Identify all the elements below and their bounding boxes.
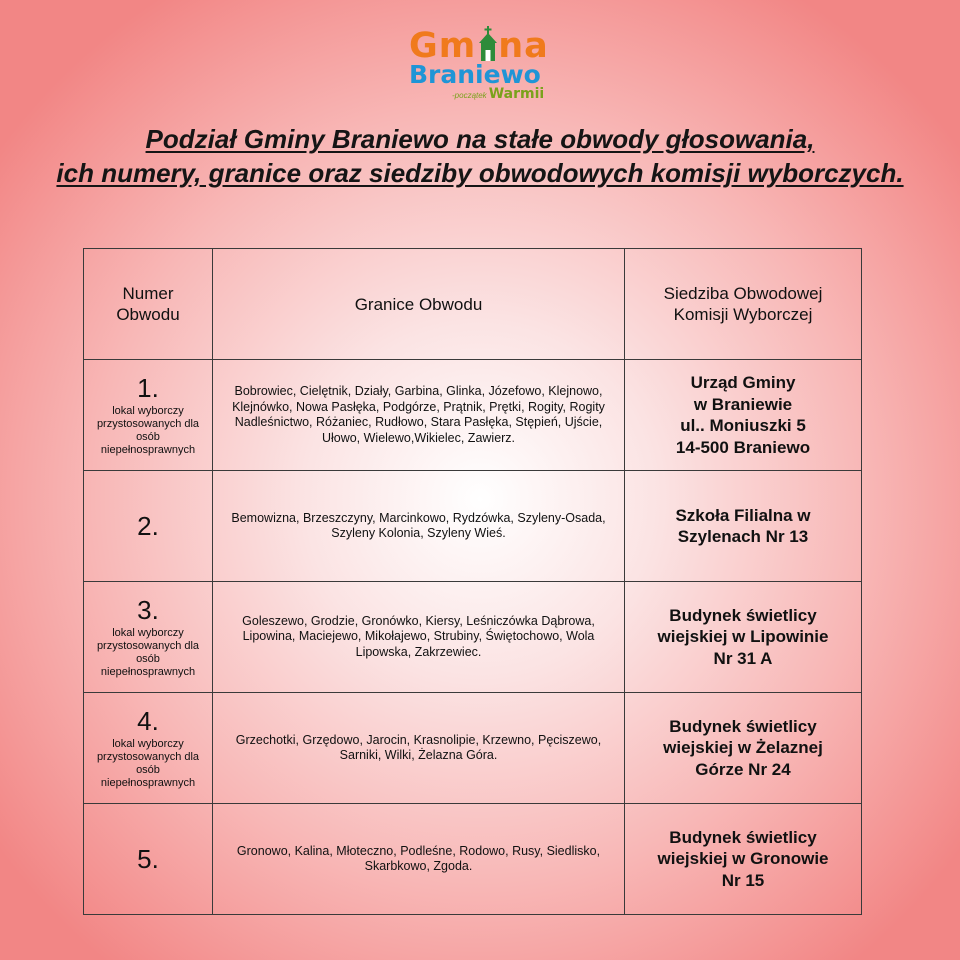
district-seat <box>631 827 855 892</box>
districts-table <box>83 248 862 915</box>
logo-na-text: na <box>498 26 549 66</box>
header-seat: Siedziba Obwodowej Komisji Wyborczej <box>663 284 823 324</box>
district-seat <box>631 716 855 781</box>
district-number: 2. <box>137 511 159 541</box>
logo-tagline <box>452 86 544 104</box>
district-seat-cell <box>625 804 862 915</box>
logo-gm-text: Gm <box>409 26 477 66</box>
district-seat-cell <box>625 471 862 582</box>
district-bounds-cell <box>213 804 625 915</box>
district-number: 4. <box>137 706 159 736</box>
district-bounds: Bobrowiec, Cielętnik, Działy, Garbina, Glinka, Józefowo, Klejnowo, Klejnówko, Nowa Pasłęka, Podgórze, Prątnik, Prętki, Rogity, Rogity Nadleśnictwo, Różaniec, Rudłowo, Stara Pasłęka, Stępień, Ujście, Ułowo, Wielewo,Wikielec, Zawierz. <box>232 384 605 445</box>
district-bounds: Gronowo, Kalina, Młoteczno, Podleśne, Rodowo, Rusy, Siedlisko, Skarbkowo, Zgoda. <box>236 843 601 873</box>
district-number-cell <box>84 471 213 582</box>
seat-line: wiejskiej w Żelaznej <box>663 738 823 758</box>
page-title-line-1: Podział Gminy Braniewo na stałe obwody głosowania, <box>145 124 815 154</box>
page-title-line-2: ich numery, granice oraz siedziby obwodowych komisji wyborczych. <box>56 158 904 188</box>
seat-line: Górze Nr 24 <box>695 759 791 779</box>
district-number-cell <box>84 804 213 915</box>
district-bounds-cell <box>213 471 625 582</box>
header-number-cell <box>84 249 213 360</box>
district-number: 1. <box>137 373 159 403</box>
district-bounds: Grzechotki, Grzędowo, Jarocin, Krasnolipie, Krzewno, Pęciszewo, Sarniki, Wilki, Żelazna Góra. <box>235 732 602 762</box>
logo-wordmark-braniewo: Braniewo <box>409 60 541 89</box>
seat-line: Budynek świetlicy <box>669 605 817 625</box>
district-number-cell <box>84 582 213 693</box>
district-number-cell <box>84 360 213 471</box>
header-number: Numer Obwodu <box>116 284 180 324</box>
accessibility-note: lokal wyborczy przystosowanych dla osób niepełnosprawnych <box>96 627 200 678</box>
district-seat-cell <box>625 693 862 804</box>
seat-line: Szylenach Nr 13 <box>677 527 809 546</box>
accessibility-note: lokal wyborczy przystosowanych dla osób niepełnosprawnych <box>96 405 200 456</box>
seat-line: wiejskiej w Lipowinie <box>657 627 829 647</box>
logo <box>404 26 564 106</box>
seat-line: ul.. Moniuszki 5 <box>680 416 806 435</box>
seat-line: Nr 15 <box>721 870 765 890</box>
district-bounds-cell <box>213 582 625 693</box>
district-number: 5. <box>137 844 159 874</box>
district-number: 3. <box>137 595 159 625</box>
table-row <box>84 471 862 582</box>
district-bounds: Goleszewo, Grodzie, Gronówko, Kiersy, Leśniczówka Dąbrowa, Lipowina, Maciejewo, Mikołajewo, Strubiny, Świętochowo, Wola Lipowska, Zakrzewiec. <box>242 613 595 659</box>
table-row <box>84 582 862 693</box>
seat-line: Nr 31 A <box>713 648 773 668</box>
district-bounds-cell <box>213 693 625 804</box>
seat-line: Budynek świetlicy <box>669 827 817 847</box>
table-header-row <box>84 249 862 360</box>
accessibility-note: lokal wyborczy przystosowanych dla osób niepełnosprawnych <box>96 738 200 789</box>
page-title <box>0 122 960 190</box>
district-bounds: Bemowizna, Brzeszczyny, Marcinkowo, Rydzówka, Szyleny-Osada, Szyleny Kolonia, Szyleny Wieś. <box>231 510 606 540</box>
seat-line: Urząd Gminy <box>690 373 796 392</box>
table-row <box>84 804 862 915</box>
seat-line: 14-500 Braniewo <box>675 437 811 457</box>
seat-line: Budynek świetlicy <box>669 716 817 736</box>
district-seat-cell <box>625 360 862 471</box>
district-seat <box>631 505 855 548</box>
header-bounds: Granice Obwodu <box>354 294 483 314</box>
church-icon <box>477 26 499 64</box>
district-seat-cell <box>625 582 862 693</box>
seat-line: w Braniewie <box>693 394 793 414</box>
header-bounds-cell <box>213 249 625 360</box>
district-bounds-cell <box>213 360 625 471</box>
seat-line: wiejskiej w Gronowie <box>657 849 829 869</box>
logo-tagline-small: -początek <box>452 91 487 100</box>
logo-tagline-big: Warmii <box>488 86 545 102</box>
district-number-cell <box>84 693 213 804</box>
district-seat <box>631 605 855 670</box>
table-row <box>84 360 862 471</box>
seat-line: Szkoła Filialna w <box>675 505 811 525</box>
header-seat-cell <box>625 249 862 360</box>
district-seat <box>631 372 855 458</box>
table-row <box>84 693 862 804</box>
